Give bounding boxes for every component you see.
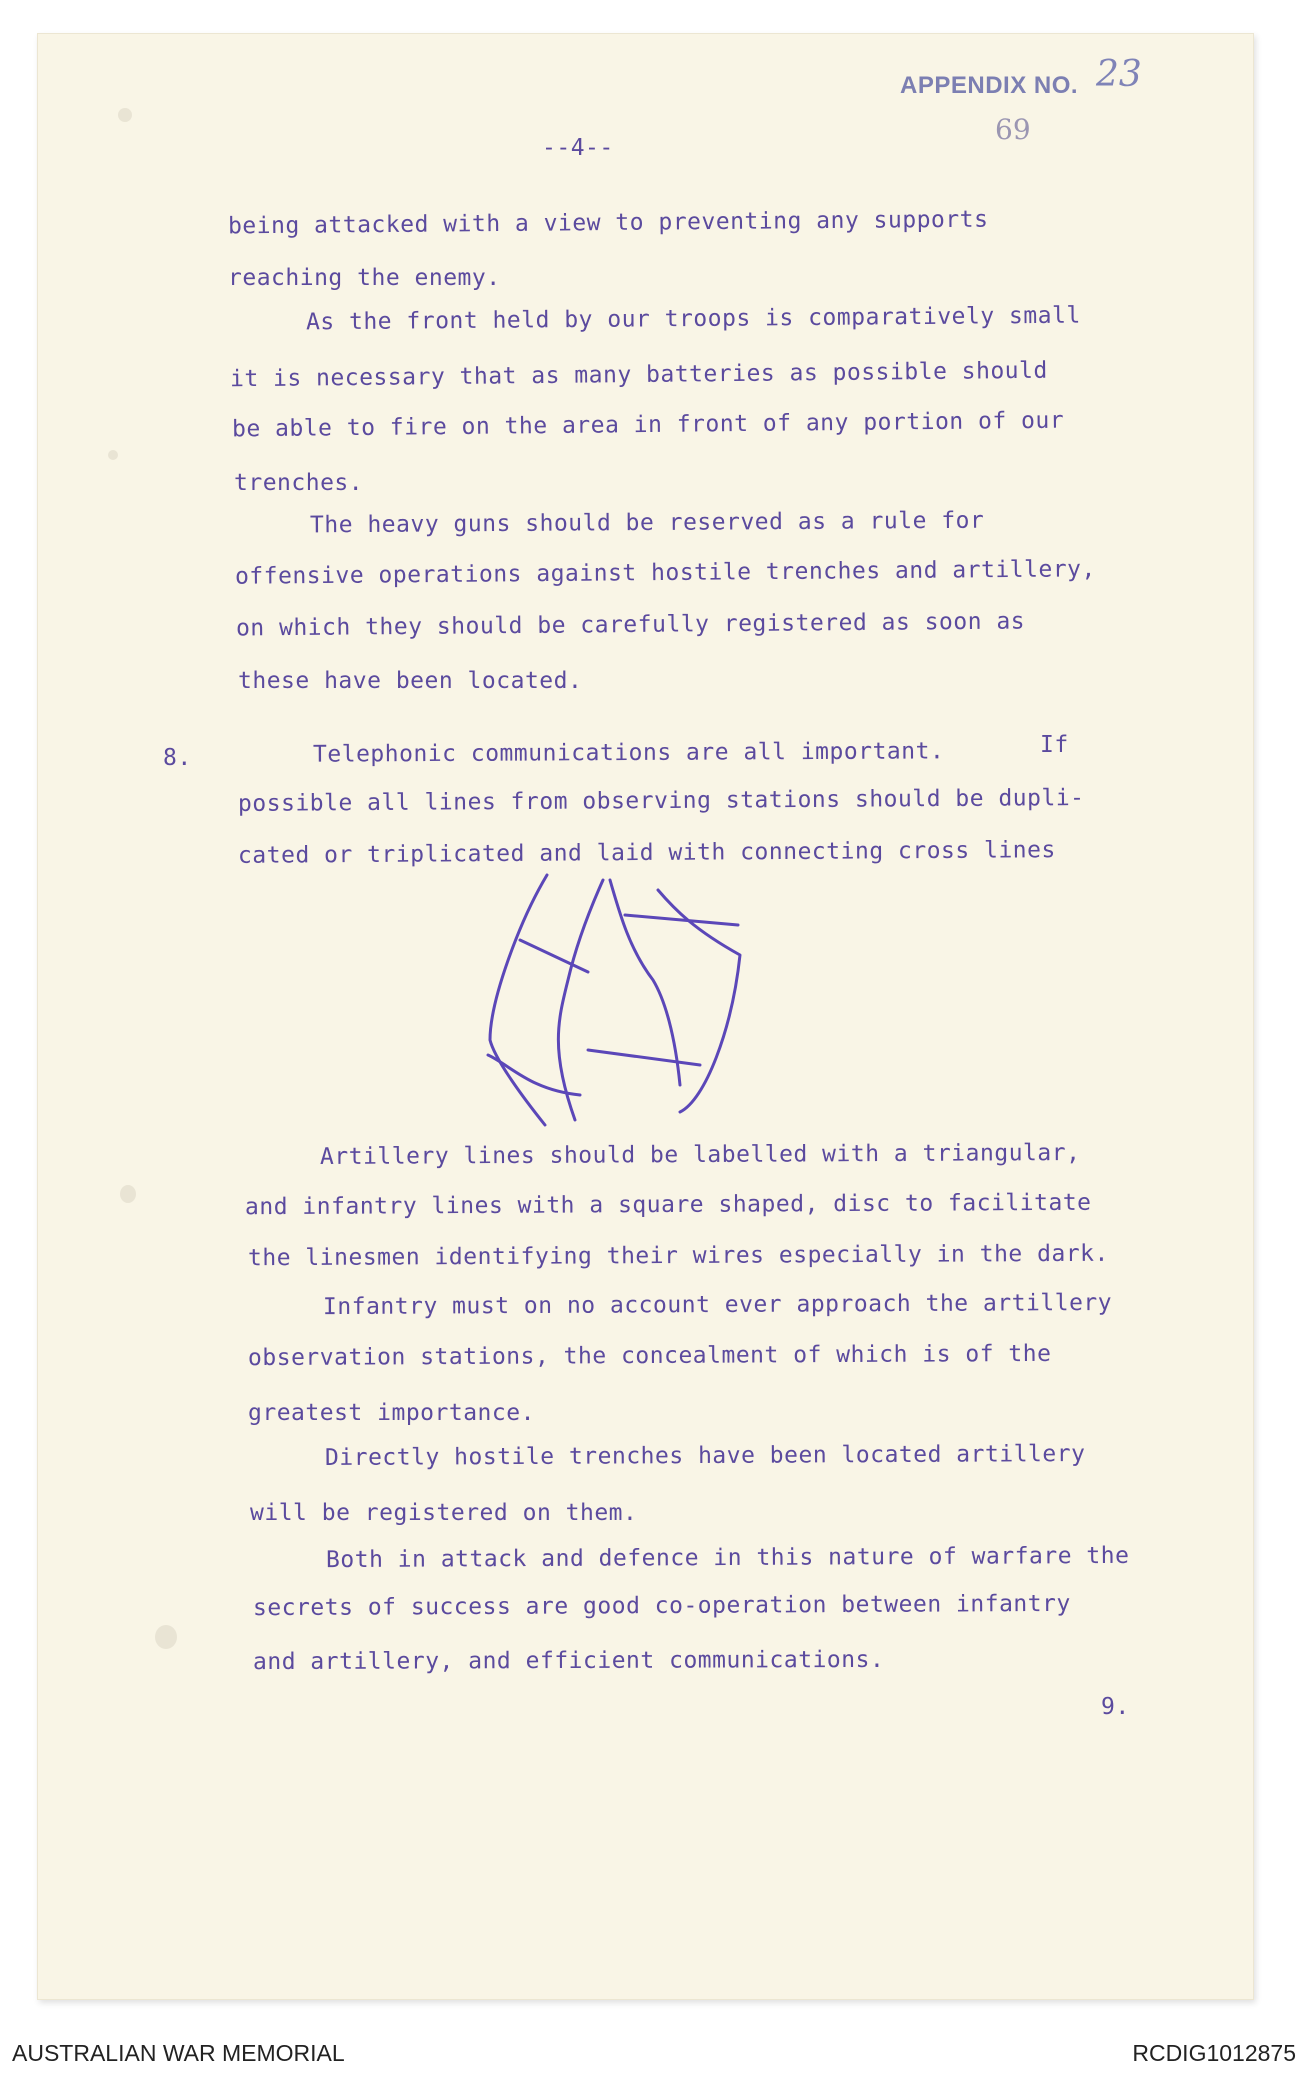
body-line: trenches. xyxy=(234,470,364,496)
paper-speck xyxy=(118,108,132,122)
body-line: Artillery lines should be labelled with a triangular, xyxy=(319,1140,1081,1170)
paper-speck xyxy=(155,1625,177,1649)
body-line: on which they should be carefully registered as soon as xyxy=(235,608,1026,642)
body-line: Infantry must on no account ever approach the artillery xyxy=(322,1289,1113,1321)
cross-lines-sketch xyxy=(470,860,770,1130)
body-line: cated or triplicated and laid with connecting cross lines xyxy=(237,837,1056,869)
body-line: The heavy guns should be reserved as a rule for xyxy=(309,507,985,539)
body-line: and artillery, and efficient communications. xyxy=(252,1646,885,1676)
page-number: --4-- xyxy=(542,135,614,161)
body-line: Both in attack and defence in this nature of warfare the xyxy=(325,1542,1130,1574)
footer-record-id: RCDIG1012875 xyxy=(1132,2040,1296,2066)
body-line: reaching the enemy. xyxy=(228,265,501,291)
paper-speck xyxy=(108,450,118,460)
catchword: 9. xyxy=(1101,1694,1130,1720)
body-line: possible all lines from observing stations should be dupli- xyxy=(237,785,1085,817)
body-line: observation stations, the concealment of which is of the xyxy=(247,1340,1052,1372)
body-line: Telephonic communications are all important. xyxy=(312,738,945,768)
paragraph-number: 8. xyxy=(163,745,192,771)
body-line: greatest importance. xyxy=(248,1400,535,1426)
body-line: it is necessary that as many batteries as possible should xyxy=(229,357,1048,393)
body-line: secrets of success are good co-operation between infantry xyxy=(252,1590,1071,1622)
folio-number: 69 xyxy=(995,113,1031,146)
body-line: being attacked with a view to preventing any supports xyxy=(227,206,989,240)
body-line: these have been located. xyxy=(238,668,583,694)
body-line: Directly hostile trenches have been located artillery xyxy=(324,1441,1086,1471)
footer-institution: AUSTRALIAN WAR MEMORIAL xyxy=(12,2040,345,2066)
body-line: be able to fire on the area in front of any portion of our xyxy=(231,407,1065,443)
body-line: If xyxy=(1040,732,1069,758)
paper-speck xyxy=(120,1185,136,1203)
appendix-stamp-label: APPENDIX NO. xyxy=(900,72,1079,99)
body-line: offensive operations against hostile trenches and artillery, xyxy=(234,556,1096,590)
body-line: the linesmen identifying their wires especially in the dark. xyxy=(247,1240,1109,1272)
body-line: and infantry lines with a square shaped, disc to facilitate xyxy=(244,1189,1092,1221)
appendix-stamp-number: 23 xyxy=(1096,54,1142,95)
body-line: will be registered on them. xyxy=(250,1500,638,1526)
body-line: As the front held by our troops is comparatively small xyxy=(305,302,1081,336)
